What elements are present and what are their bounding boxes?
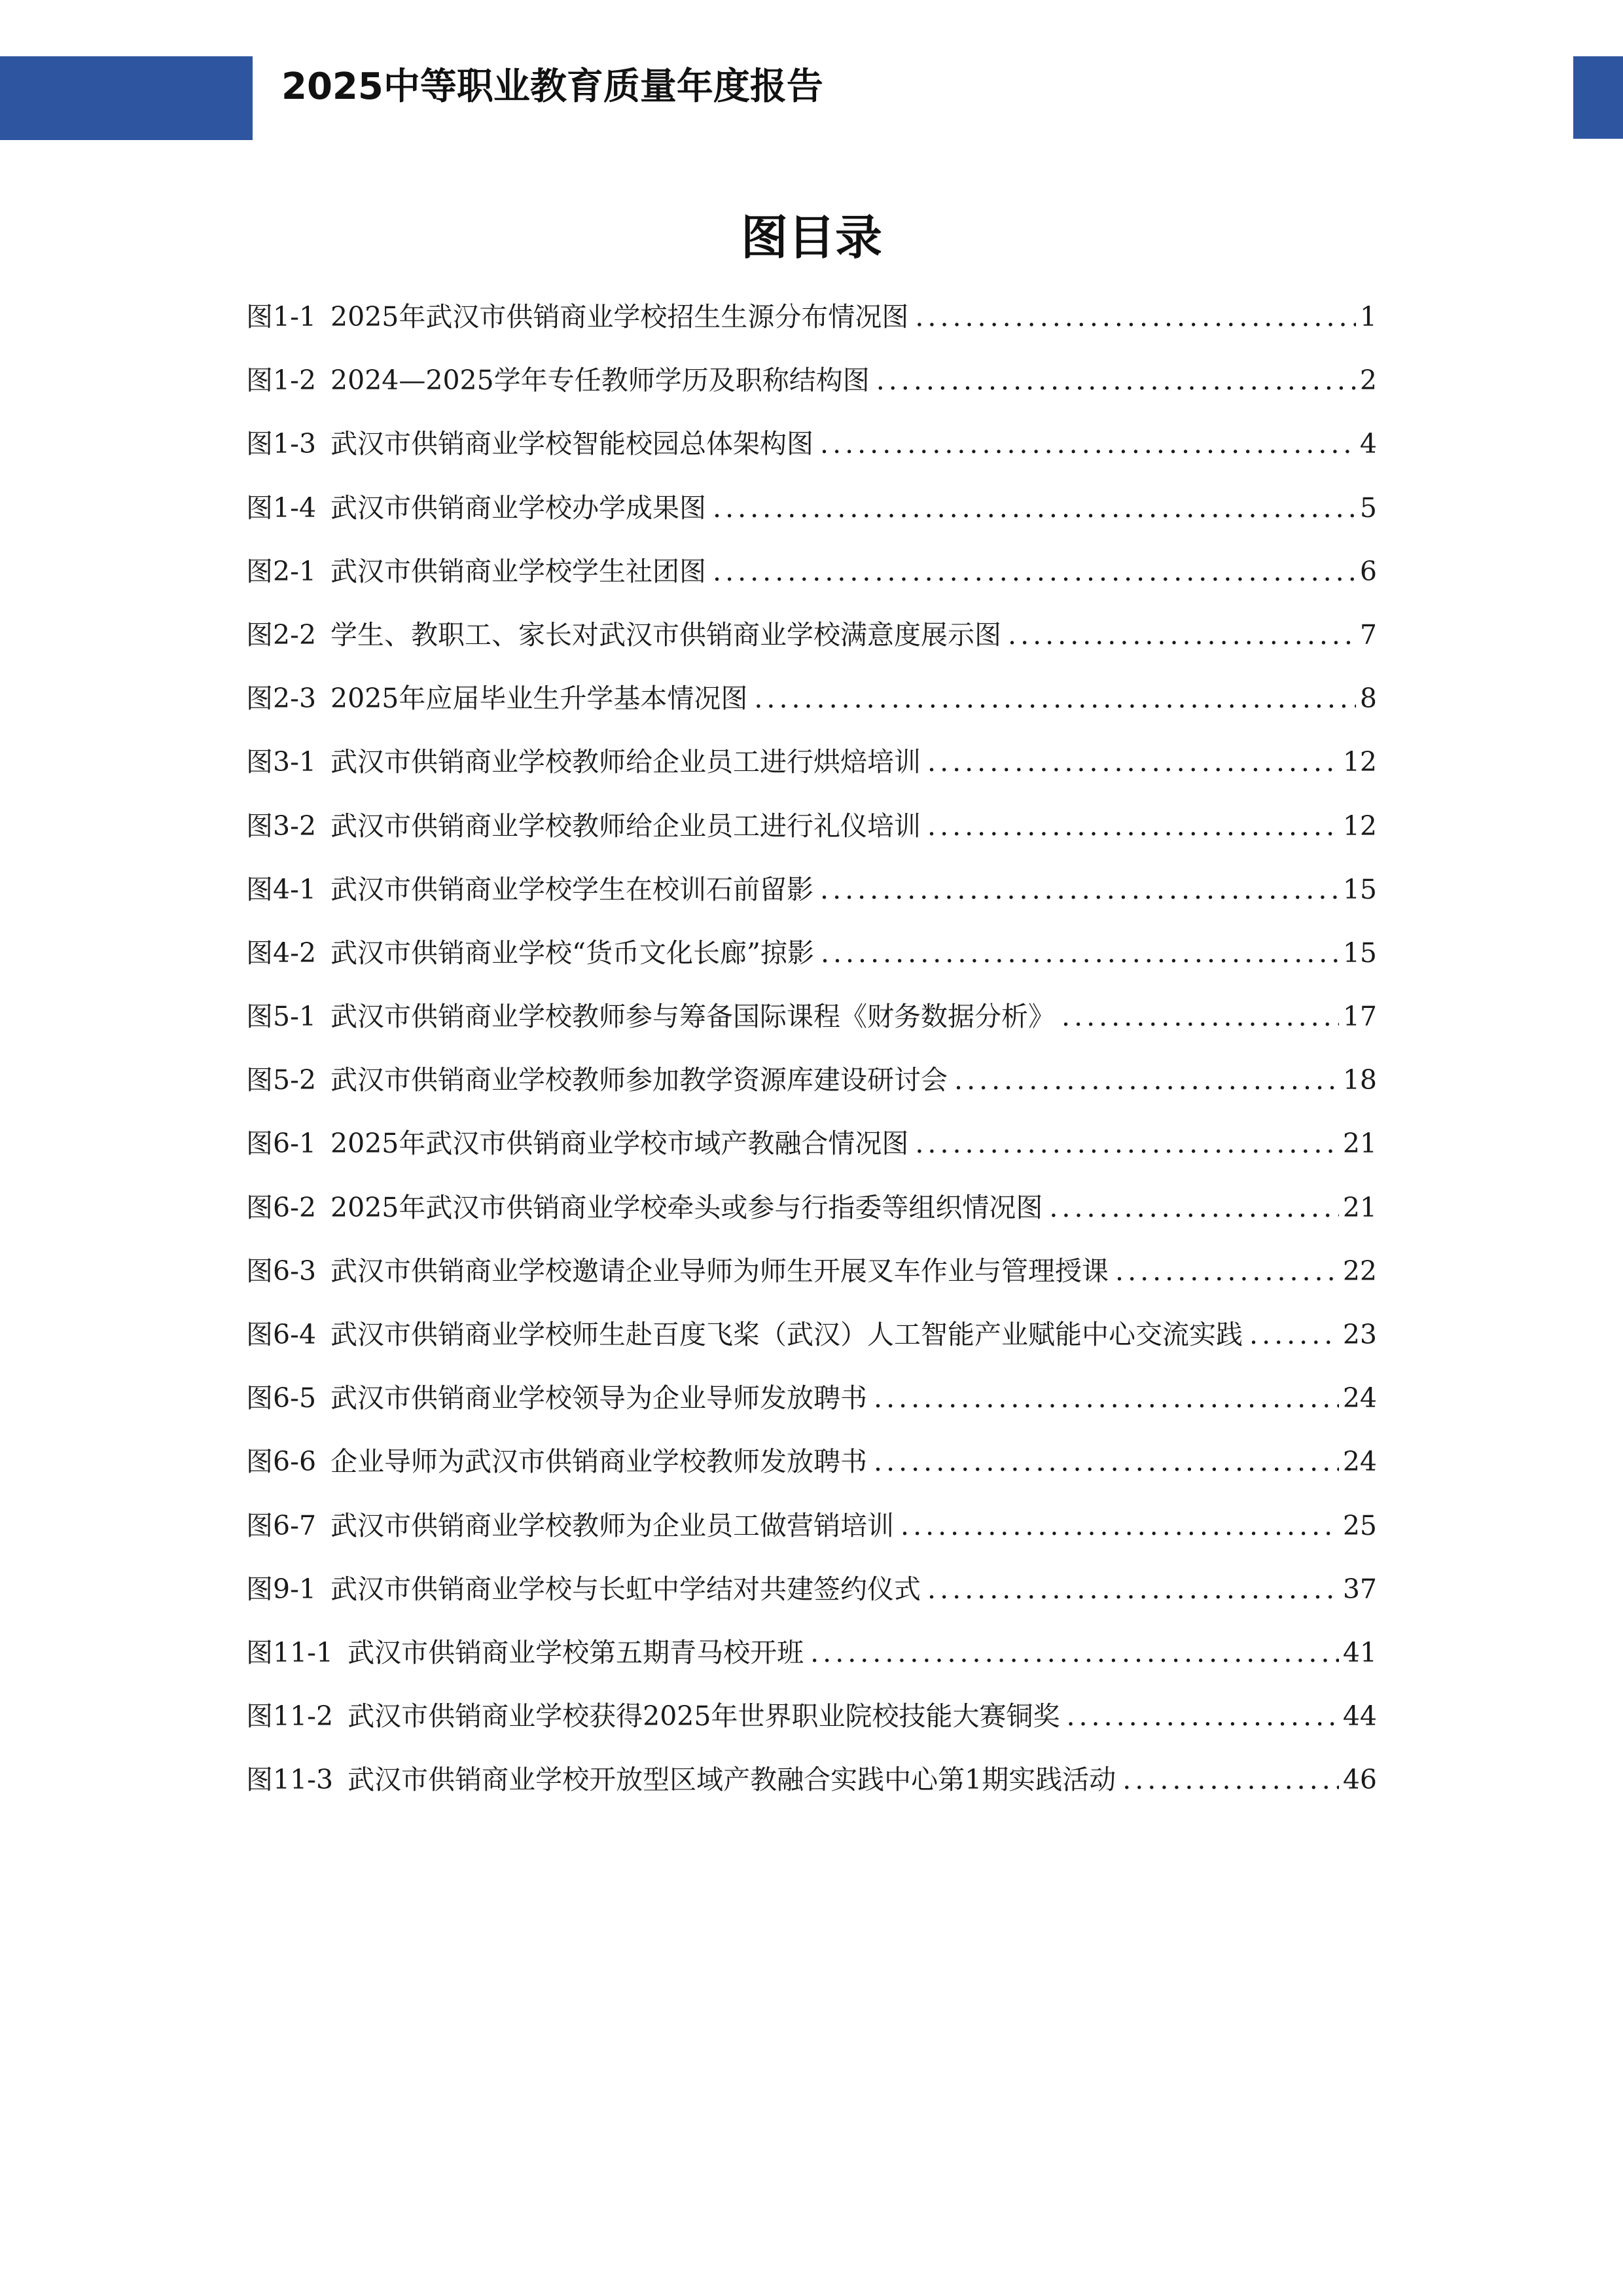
toc-entry-title: 武汉市供销商业学校办学成果图 [330, 492, 707, 524]
toc-entry[interactable] [246, 667, 1377, 730]
toc-entry-page: 18 [1342, 1064, 1377, 1096]
toc-entry-title: 武汉市供销商业学校教师为企业员工做营销培训 [330, 1509, 895, 1541]
toc-entry[interactable] [246, 1240, 1377, 1303]
toc-entry-title: 武汉市供销商业学校教师参与筹备国际课程《财务数据分析》 [330, 1001, 1056, 1033]
toc-dot-leader [713, 476, 1356, 540]
toc-entry-title: 2025年应届毕业生升学基本情况图 [330, 683, 748, 715]
toc-entry[interactable] [246, 1621, 1377, 1685]
toc-entry[interactable] [246, 1558, 1377, 1621]
toc-entry-page: 1 [1359, 301, 1377, 332]
toc-dot-leader [874, 1430, 1339, 1494]
toc-entry[interactable] [246, 1367, 1377, 1430]
toc-entry-title: 2025年武汉市供销商业学校招生生源分布情况图 [330, 301, 909, 332]
toc-dot-leader [915, 1112, 1338, 1175]
toc-entry-label: 图1-1 [246, 301, 317, 332]
toc-entry-label: 图9-1 [246, 1573, 317, 1605]
toc-entry-label: 图6-7 [246, 1509, 317, 1541]
toc-entry-page: 23 [1342, 1319, 1377, 1350]
toc-entry-title: 武汉市供销商业学校获得2025年世界职业院校技能大赛铜奖 [348, 1700, 1060, 1732]
page-title: 图目录 [740, 210, 882, 265]
toc-entry-label: 图4-2 [246, 937, 317, 969]
toc-entry-page: 24 [1342, 1382, 1377, 1414]
toc-entry-page: 8 [1359, 683, 1377, 715]
toc-entry[interactable] [246, 285, 1377, 349]
toc-entry-page: 12 [1342, 810, 1377, 842]
toc-entry[interactable] [246, 1685, 1377, 1748]
toc-entry-page: 46 [1342, 1764, 1377, 1796]
toc-dot-leader [927, 730, 1339, 794]
toc-entry[interactable] [246, 1176, 1377, 1240]
toc-entry-page: 44 [1342, 1700, 1377, 1732]
toc-entry-page: 25 [1342, 1509, 1377, 1541]
toc-entry-label: 图11-2 [246, 1700, 334, 1732]
toc-dot-leader [1008, 603, 1356, 667]
toc-entry-page: 15 [1342, 873, 1377, 905]
toc-entry-page: 2 [1359, 365, 1377, 397]
toc-entry-label: 图11-3 [246, 1764, 334, 1796]
toc-entry-label: 图3-1 [246, 746, 317, 778]
toc-dot-leader [1066, 1685, 1338, 1748]
toc-entry-label: 图2-3 [246, 683, 317, 715]
header-accent-bar-right [1573, 56, 1623, 139]
toc-entry-title: 武汉市供销商业学校第五期青马校开班 [348, 1636, 804, 1668]
toc-entry-title: 2025年武汉市供销商业学校牵头或参与行指委等组织情况图 [330, 1191, 1043, 1223]
toc-dot-leader [821, 922, 1339, 985]
toc-entry-page: 21 [1342, 1128, 1377, 1160]
toc-entry[interactable] [246, 858, 1377, 922]
toc-entry-page: 24 [1342, 1446, 1377, 1478]
toc-entry-page: 17 [1342, 1001, 1377, 1033]
toc-dot-leader [1061, 985, 1339, 1049]
toc-entry-page: 6 [1359, 555, 1377, 587]
toc-entry-page: 41 [1342, 1636, 1377, 1668]
toc-entry-title: 武汉市供销商业学校智能校园总体架构图 [330, 428, 814, 460]
toc-entry-title: 武汉市供销商业学校师生赴百度飞桨（武汉）人工智能产业赋能中心交流实践 [330, 1319, 1243, 1350]
toc-entry-page: 15 [1342, 937, 1377, 969]
toc-entry[interactable] [246, 730, 1377, 794]
toc-entry[interactable] [246, 349, 1377, 412]
report-header-title: 2025中等职业教育质量年度报告 [281, 65, 823, 108]
toc-entry-label: 图2-1 [246, 555, 317, 587]
toc-entry-label: 图6-6 [246, 1446, 317, 1478]
toc-dot-leader [927, 1558, 1339, 1621]
toc-entry-label: 图5-2 [246, 1064, 317, 1096]
toc-entry-title: 武汉市供销商业学校邀请企业导师为师生开展叉车作业与管理授课 [330, 1255, 1109, 1287]
toc-entry-title: 学生、教职工、家长对武汉市供销商业学校满意度展示图 [330, 619, 1002, 651]
toc-entry[interactable] [246, 922, 1377, 985]
toc-entry[interactable] [246, 1112, 1377, 1175]
toc-entry-label: 图11-1 [246, 1636, 334, 1668]
toc-entry[interactable] [246, 1303, 1377, 1367]
toc-dot-leader [1249, 1303, 1339, 1367]
toc-entry-title: 武汉市供销商业学校开放型区域产教融合实践中心第1期实践活动 [348, 1764, 1116, 1796]
toc-entry-page: 4 [1359, 428, 1377, 460]
toc-entry-label: 图6-3 [246, 1255, 317, 1287]
toc-entry-page: 37 [1342, 1573, 1377, 1605]
toc-dot-leader [1049, 1176, 1338, 1240]
toc-entry-label: 图6-2 [246, 1191, 317, 1223]
toc-entry-label: 图6-5 [246, 1382, 317, 1414]
toc-entry-label: 图3-2 [246, 810, 317, 842]
toc-dot-leader [1115, 1240, 1339, 1303]
toc-entry-label: 图1-2 [246, 365, 317, 397]
toc-entry-title: 武汉市供销商业学校教师给企业员工进行烘焙培训 [330, 746, 921, 778]
toc-entry-title: 武汉市供销商业学校教师给企业员工进行礼仪培训 [330, 810, 921, 842]
toc-entry-label: 图1-3 [246, 428, 317, 460]
toc-entry[interactable] [246, 1494, 1377, 1558]
toc-entry-label: 图5-1 [246, 1001, 317, 1033]
toc-entry[interactable] [246, 412, 1377, 476]
toc-entry-label: 图6-1 [246, 1128, 317, 1160]
toc-dot-leader [954, 1049, 1339, 1112]
toc-dot-leader [820, 858, 1339, 922]
toc-entry[interactable] [246, 985, 1377, 1049]
toc-dot-leader [874, 1367, 1339, 1430]
toc-entry-title: 武汉市供销商业学校与长虹中学结对共建签约仪式 [330, 1573, 921, 1605]
toc-entry-page: 7 [1359, 619, 1377, 651]
header-accent-bar-left [0, 56, 253, 140]
toc-entry-label: 图2-2 [246, 619, 317, 651]
toc-entry[interactable] [246, 1748, 1377, 1812]
toc-entry-page: 5 [1359, 492, 1377, 524]
toc-dot-leader [876, 349, 1356, 412]
toc-dot-leader [901, 1494, 1339, 1558]
toc-entry-page: 12 [1342, 746, 1377, 778]
toc-entry[interactable] [246, 603, 1377, 667]
toc-dot-leader [927, 795, 1339, 858]
toc-entry-label: 图4-1 [246, 873, 317, 905]
toc-dot-leader [713, 540, 1356, 603]
toc-entry[interactable] [246, 540, 1377, 603]
toc-entry[interactable] [246, 795, 1377, 858]
toc-entry-title: 企业导师为武汉市供销商业学校教师发放聘书 [330, 1446, 868, 1478]
toc-entry-title: 武汉市供销商业学校教师参加教学资源库建设研讨会 [330, 1064, 948, 1096]
toc-entry-title: 武汉市供销商业学校“货币文化长廊”掠影 [330, 937, 814, 969]
toc-dot-leader [1122, 1748, 1339, 1812]
toc-entry-title: 武汉市供销商业学校领导为企业导师发放聘书 [330, 1382, 868, 1414]
toc-entry-label: 图6-4 [246, 1319, 317, 1350]
toc-entry-page: 22 [1342, 1255, 1377, 1287]
toc-entry-title: 武汉市供销商业学校学生社团图 [330, 555, 707, 587]
toc-dot-leader [810, 1621, 1339, 1685]
figure-table-of-contents [246, 285, 1377, 1812]
toc-entry-title: 武汉市供销商业学校学生在校训石前留影 [330, 873, 814, 905]
toc-entry[interactable] [246, 476, 1377, 540]
toc-entry-label: 图1-4 [246, 492, 317, 524]
toc-entry[interactable] [246, 1049, 1377, 1112]
toc-dot-leader [915, 285, 1356, 349]
toc-entry-title: 2025年武汉市供销商业学校市域产教融合情况图 [330, 1128, 909, 1160]
toc-entry[interactable] [246, 1430, 1377, 1494]
toc-entry-page: 21 [1342, 1191, 1377, 1223]
toc-dot-leader [820, 412, 1356, 476]
toc-entry-title: 2024—2025学年专任教师学历及职称结构图 [330, 365, 870, 397]
toc-dot-leader [754, 667, 1356, 730]
